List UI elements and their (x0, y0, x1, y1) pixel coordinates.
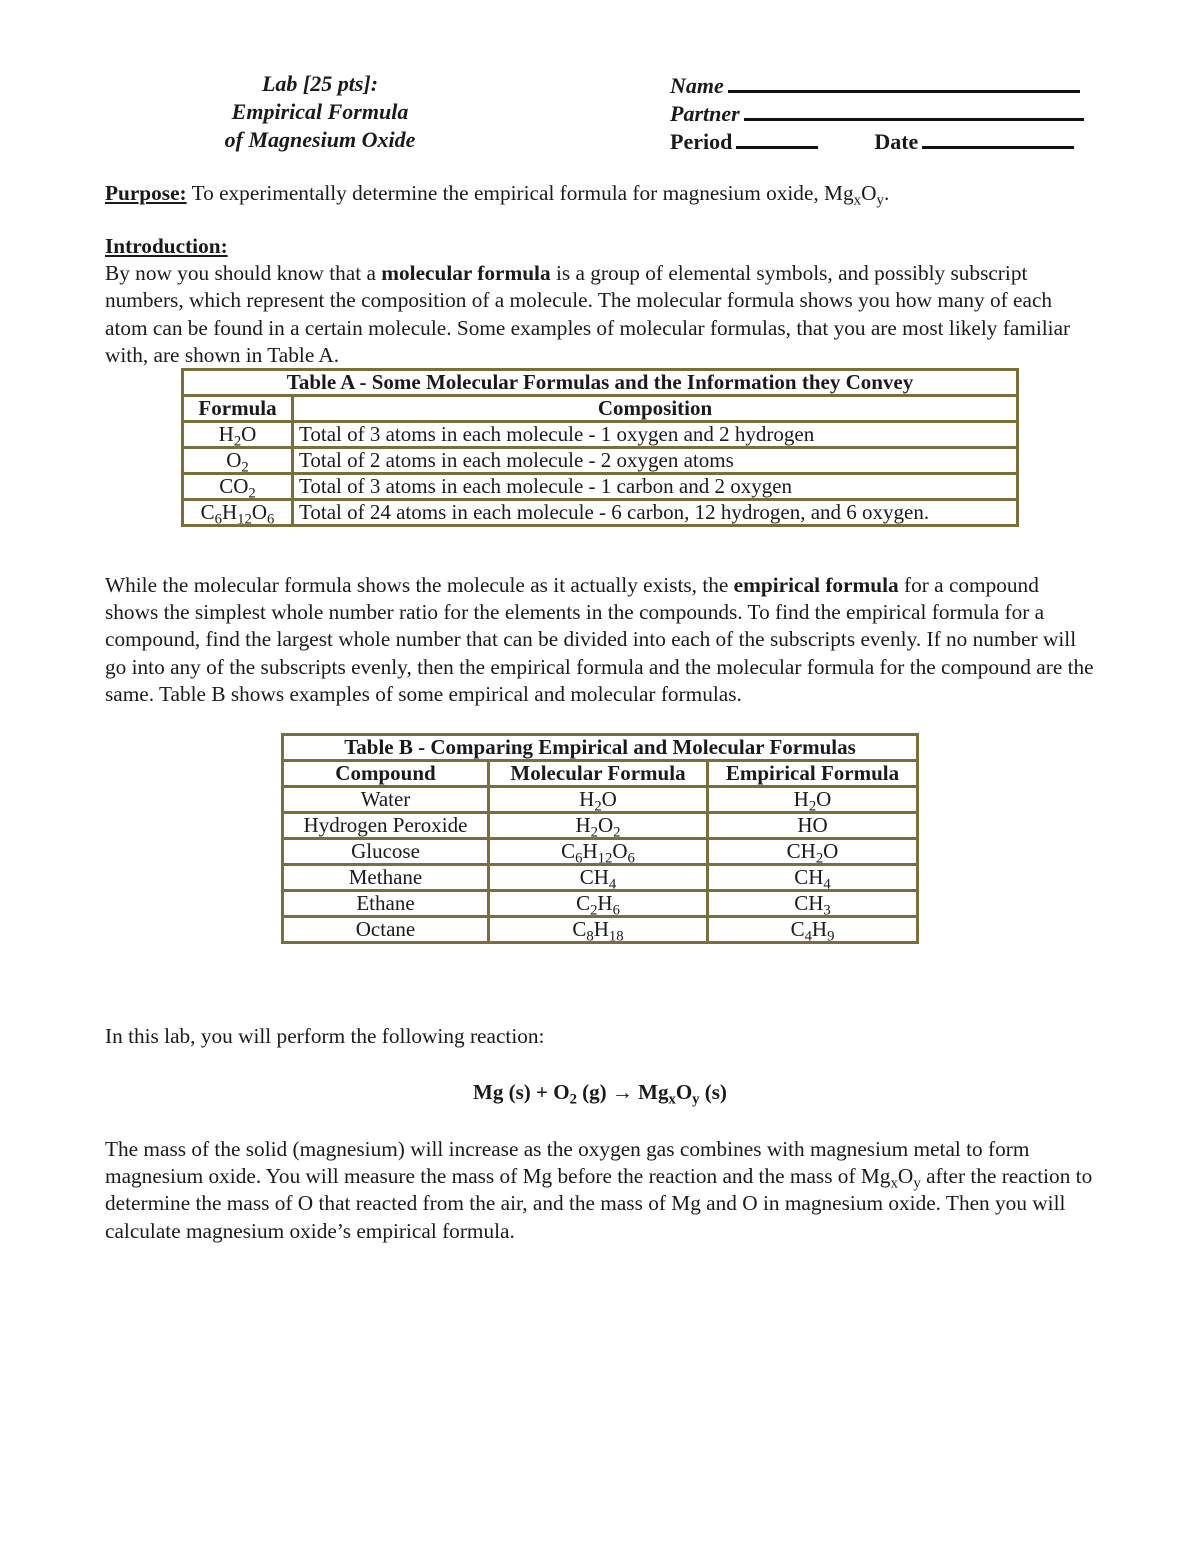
subscript-y: y (876, 192, 884, 209)
formula-element: CO (219, 474, 249, 498)
formula-subscript: 8 (586, 928, 594, 945)
para2-text-a: While the molecular formula shows the molecule as it actually exists, the (105, 573, 734, 597)
table-b-row (283, 891, 918, 917)
table-a-composition-cell: Total of 3 atoms in each molecule - 1 carbon and 2 oxygen (293, 474, 1018, 500)
formula-subscript: 12 (237, 511, 252, 528)
date-label: Date (874, 129, 919, 154)
formula-element: H (575, 813, 591, 837)
formula-element: CH (794, 865, 824, 889)
formula-element: HO (797, 813, 828, 837)
formula-element: O (226, 448, 242, 472)
table-a-row (183, 474, 1018, 500)
para2-bold-term: empirical formula (733, 573, 899, 597)
purpose-label: Purpose: (105, 181, 187, 205)
table-b-empirical-cell (708, 787, 918, 813)
formula-subscript: 2 (808, 798, 817, 815)
formula-element: CH (794, 891, 824, 915)
title-line-2: Empirical Formula (231, 99, 409, 124)
purpose-paragraph (105, 180, 1095, 207)
equation-part-d: (s) (699, 1080, 727, 1104)
table-a-formula-cell (183, 422, 293, 448)
lab-title (195, 70, 445, 154)
formula-subscript: 2 (590, 902, 598, 919)
table-b-molecular-cell (489, 839, 708, 865)
introduction-section (105, 233, 1095, 369)
table-a-caption: Table A - Some Molecular Formulas and the Information they Convey (183, 370, 1018, 396)
table-b-row (283, 813, 918, 839)
intro-bold-term: molecular formula (381, 261, 551, 286)
table-b-empirical-cell (708, 839, 918, 865)
table-b-row (283, 917, 918, 943)
formula-subscript: 2 (594, 798, 602, 815)
name-label: Name (670, 73, 724, 98)
table-b-header-compound: Compound (283, 761, 489, 787)
partner-field[interactable] (744, 98, 1084, 121)
formula-element: H (221, 500, 238, 524)
equation-part-c: O (675, 1080, 693, 1104)
formula-element: H (597, 891, 613, 915)
formula-element: O (598, 813, 614, 837)
equation-part-b: (g) → Mg (576, 1080, 669, 1104)
formula-subscript: 2 (815, 850, 824, 867)
formula-subscript: 3 (823, 902, 831, 919)
formula-element: CH (786, 839, 816, 863)
table-b-row (283, 839, 918, 865)
formula-element: H (593, 917, 609, 941)
empirical-paragraph (105, 572, 1095, 708)
table-a-row (183, 500, 1018, 526)
table-a-composition-cell: Total of 24 atoms in each molecule - 6 carbon, 12 hydrogen, and 6 oxygen. (293, 500, 1018, 526)
intro-text-b: is a group of elemental symbols, and possibly subscript numbers, which represent the composition of a molecule. The molecular formula shows you how many of each atom can be found in a certain molecule. Some examples of molecular formulas, that you are most likely familiar with, are shown in Table A. (105, 261, 1071, 367)
period-label: Period (670, 129, 733, 154)
table-b-header-empirical: Empirical Formula (708, 761, 918, 787)
formula-element: C (200, 500, 215, 524)
table-a-row (183, 422, 1018, 448)
name-field[interactable] (728, 70, 1080, 93)
partner-label: Partner (670, 101, 740, 126)
table-a-header-formula: Formula (183, 396, 293, 422)
formula-element: H (811, 917, 828, 941)
table-a-header-composition: Composition (293, 396, 1018, 422)
table-b-compound-cell: Methane (283, 865, 489, 891)
formula-subscript: 9 (827, 928, 835, 945)
table-b-empirical-cell (708, 891, 918, 917)
formula-subscript: 6 (267, 511, 275, 528)
equation-sub-y: y (692, 1091, 700, 1108)
formula-subscript: 2 (233, 433, 242, 450)
formula-element: O (816, 787, 832, 811)
reaction-equation (0, 1080, 1200, 1108)
formula-element: H (582, 839, 598, 863)
table-b-molecular-cell (489, 917, 708, 943)
table-b-header-molecular: Molecular Formula (489, 761, 708, 787)
formula-subscript: 2 (590, 824, 598, 841)
lab-reaction-intro: In this lab, you will perform the following reaction: (105, 1024, 545, 1048)
formula-element: O (251, 500, 268, 524)
formula-subscript: 6 (627, 850, 635, 867)
formula-element: C (561, 839, 576, 863)
purpose-text: To experimentally determine the empirical formula for magnesium oxide, Mg (186, 181, 854, 205)
formula-subscript: 4 (608, 876, 617, 893)
intro-text-a: By now you should know that a (105, 261, 382, 286)
table-a-formula-cell (183, 500, 293, 526)
formula-subscript: 18 (608, 928, 624, 945)
table-b-compound-cell: Ethane (283, 891, 489, 917)
table-b-molecular-cell (489, 865, 708, 891)
equation-sub-x: x (668, 1091, 676, 1108)
table-b-empirical-cell (708, 865, 918, 891)
formula-subscript: 2 (613, 824, 621, 841)
para3-text-b: after the reaction to determine the mass of O that reacted from the air, and the mass of Mg and O in magnesium oxide. Then you will calculate magnesium oxide’s empirical formula. (105, 1164, 1093, 1243)
formula-element: H (579, 787, 595, 811)
formula-element: O (612, 839, 628, 863)
formula-element: C (572, 917, 587, 941)
table-b (281, 733, 919, 944)
student-info (670, 70, 1100, 154)
table-b-empirical-cell (708, 813, 918, 839)
formula-subscript: 6 (612, 902, 620, 919)
table-a-composition-cell: Total of 3 atoms in each molecule - 1 oxygen and 2 hydrogen (293, 422, 1018, 448)
table-b-compound-cell: Hydrogen Peroxide (283, 813, 489, 839)
formula-subscript: 12 (597, 850, 613, 867)
period-field[interactable] (736, 126, 818, 149)
title-line-3: of Magnesium Oxide (224, 127, 416, 152)
para3-oxygen: O (897, 1164, 914, 1189)
table-a-formula-cell (183, 474, 293, 500)
table-b-molecular-cell (489, 787, 708, 813)
table-a (181, 368, 1019, 527)
equation-part-a: Mg (s) + O (473, 1080, 570, 1104)
table-b-row (283, 787, 918, 813)
title-line-1: Lab [25 pts]: (261, 71, 379, 96)
formula-subscript: 2 (241, 459, 249, 476)
formula-element: CH (579, 865, 609, 889)
formula-element: H (793, 787, 809, 811)
formula-subscript: 6 (575, 850, 583, 867)
formula-element: O (823, 839, 839, 863)
para3-text-a: The mass of the solid (magnesium) will increase as the oxygen gas combines with magnesium metal to form magnesium oxide. You will measure the mass of Mg before the reaction and the mass of Mg (105, 1137, 1030, 1189)
formula-subscript: 2 (248, 485, 256, 502)
table-b-compound-cell: Glucose (283, 839, 489, 865)
para3-sub-x: x (890, 1175, 898, 1192)
table-b-compound-cell: Water (283, 787, 489, 813)
para3-sub-y: y (913, 1175, 921, 1192)
table-b-empirical-cell (708, 917, 918, 943)
table-a-formula-cell (183, 448, 293, 474)
formula-element: O (241, 422, 257, 446)
formula-element: C (576, 891, 591, 915)
formula-subscript: 6 (214, 511, 222, 528)
para2-text-b: for a compound shows the simplest whole number ratio for the elements in the compounds. To find the empirical formula for a compound, find the largest whole number that can be divided into each of the subscripts evenly. If no number will go into any of the subscripts evenly, then the empirical formula and the molecular formula for the compound are the same. Table B shows examples of some empirical and molecular formulas. (105, 573, 1094, 706)
table-b-compound-cell: Octane (283, 917, 489, 943)
table-a-row (183, 448, 1018, 474)
table-b-molecular-cell (489, 813, 708, 839)
formula-element: H (218, 422, 234, 446)
date-field[interactable] (922, 126, 1074, 149)
formula-subscript: 4 (823, 876, 831, 893)
equation-sub-2: 2 (569, 1091, 577, 1108)
formula-subscript: 4 (804, 928, 812, 945)
formula-element: C (790, 917, 805, 941)
table-a-composition-cell: Total of 2 atoms in each molecule - 2 oxygen atoms (293, 448, 1018, 474)
purpose-end: . (883, 181, 890, 205)
table-b-caption: Table B - Comparing Empirical and Molecular Formulas (283, 735, 918, 761)
procedure-paragraph (105, 1136, 1095, 1245)
introduction-heading: Introduction: (105, 234, 228, 258)
subscript-x: x (853, 192, 862, 209)
formula-element: O (601, 787, 617, 811)
table-b-molecular-cell (489, 891, 708, 917)
introduction-paragraph (105, 260, 1095, 369)
table-b-row (283, 865, 918, 891)
oxygen-symbol: O (861, 181, 877, 205)
